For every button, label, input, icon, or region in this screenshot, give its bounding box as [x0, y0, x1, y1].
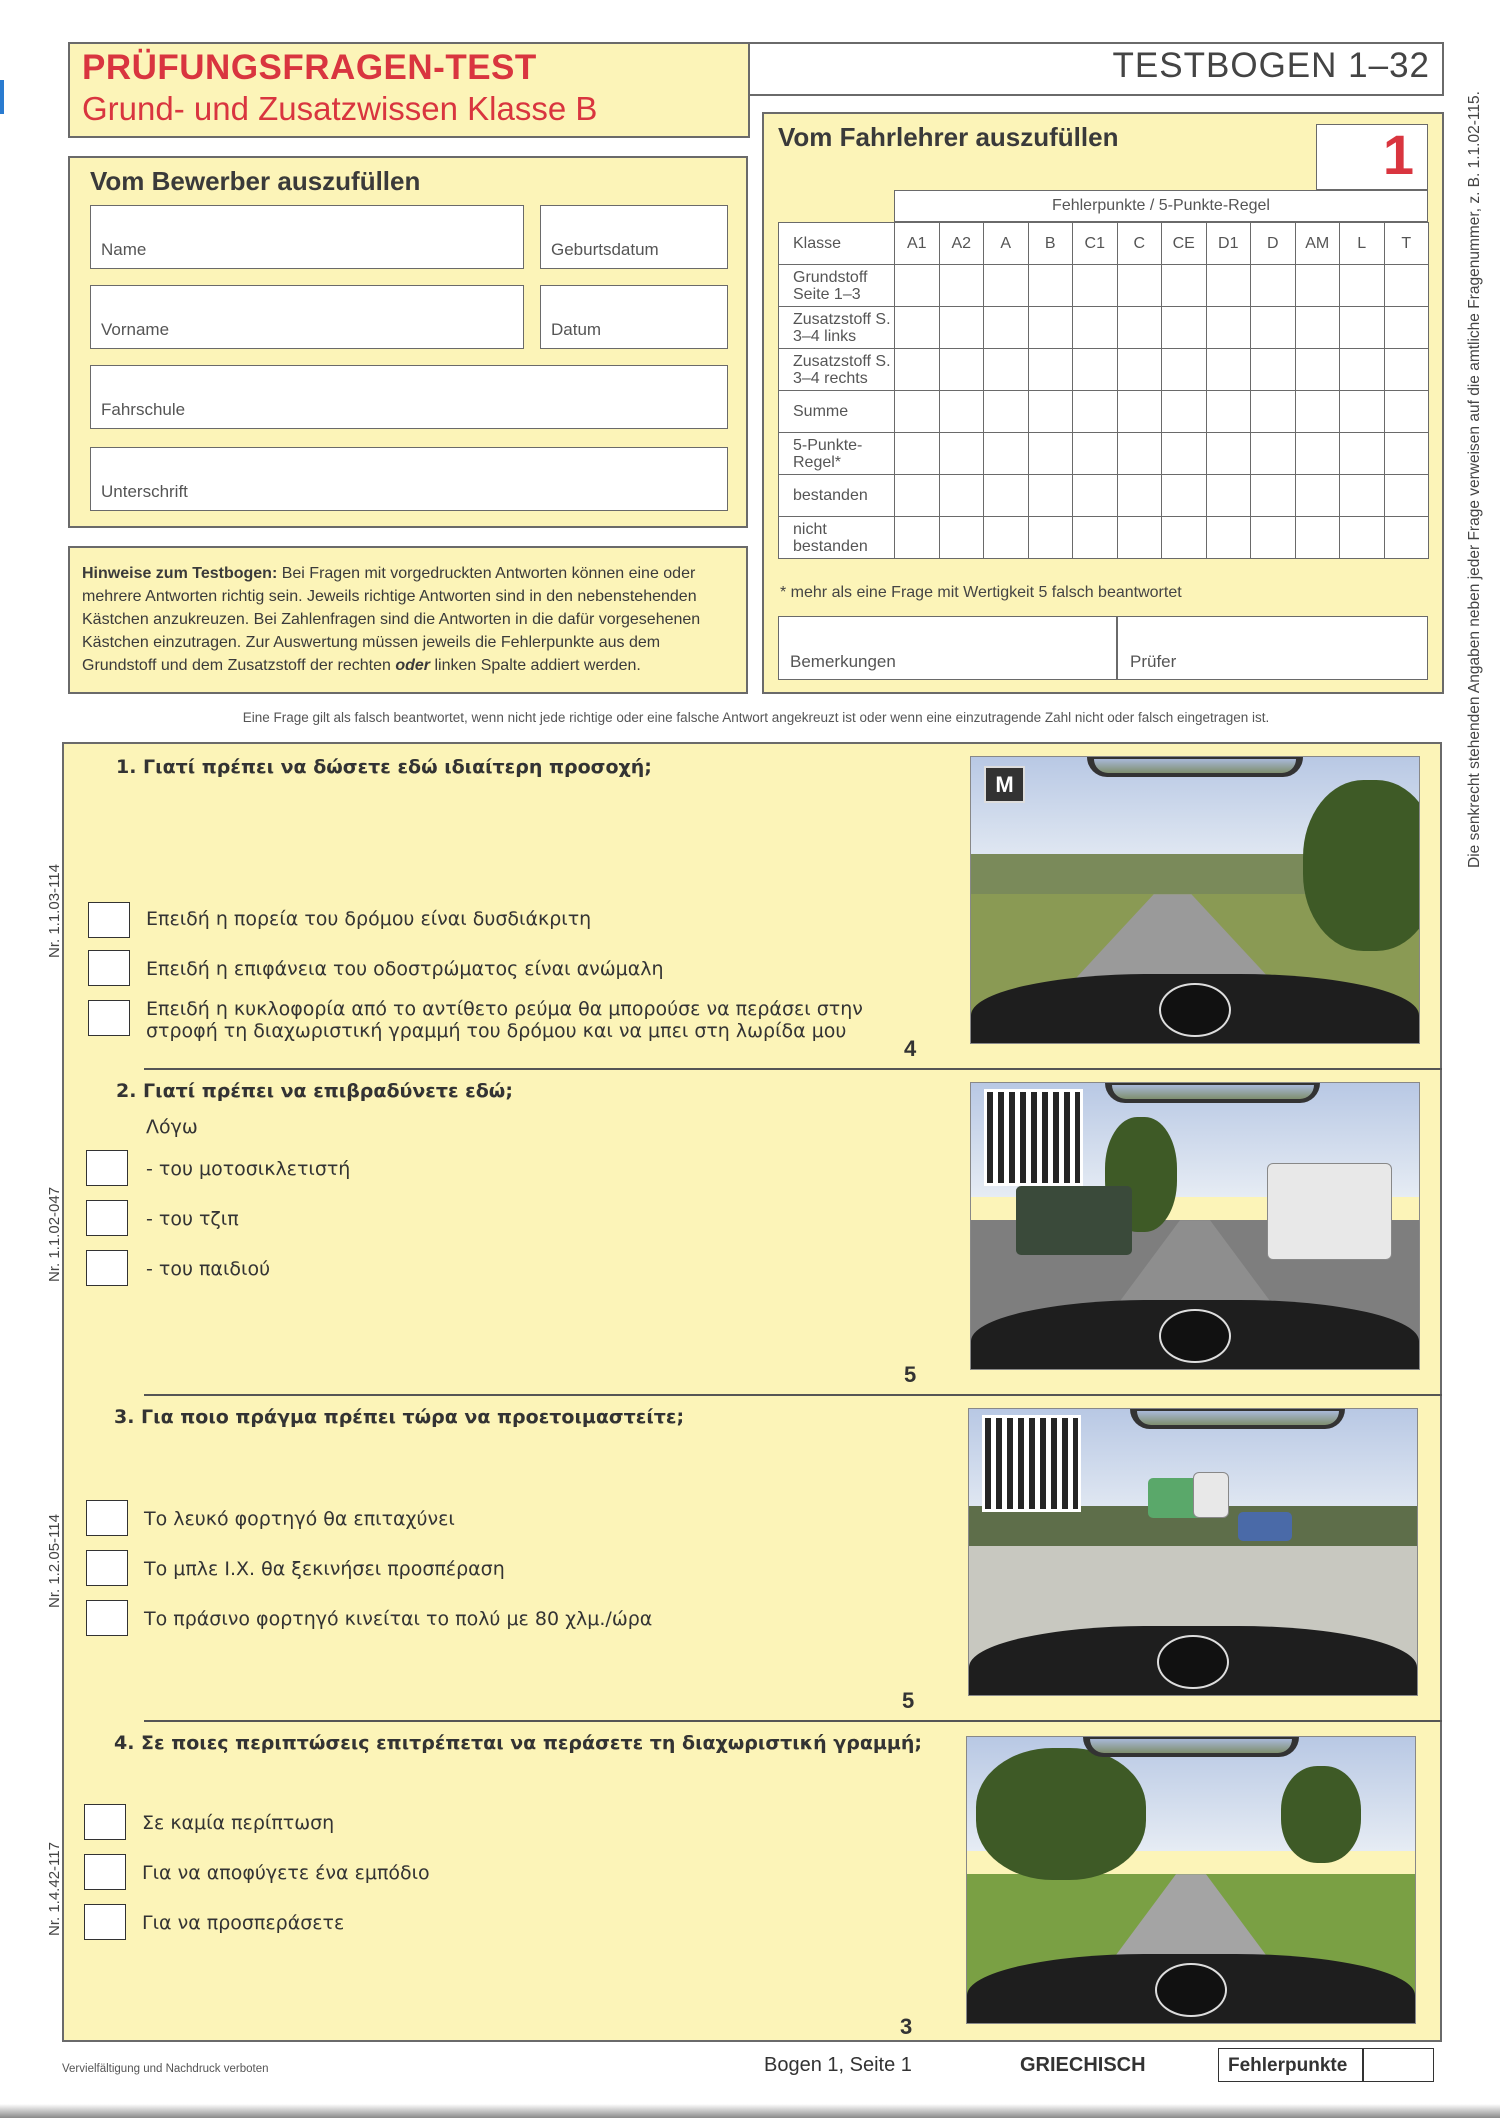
instructions-text-1: Bei Fragen mit vorgedruckten Antworten können eine oder mehrere Antworten richtig sein. Jeweils richtige Antworten sind in den nebenstehenden Kästchen anzukreuzen. Bei Zahlenfragen sind die Antworten in die dafür vorgesehenen Kästchen einzutragen. Zur Auswertung müssen jeweils die Fehlerpunkte aus dem Grundstoff und dem Zusatzstoff der rechten [82, 565, 701, 674]
question-2-checkbox-1[interactable] [86, 1150, 128, 1186]
motorcycle-badge: M [984, 766, 1024, 803]
examiner-label: Prüfer [1130, 652, 1177, 671]
instructions-label: Hinweise zum Testbogen: [82, 565, 278, 582]
question-3-answer-1: Το λευκό φορτηγό θα επιταχύνει [144, 1508, 455, 1530]
remarks-divider [1116, 616, 1118, 680]
table-row [779, 307, 1429, 349]
applicant-section-title: Vom Bewerber auszufüllen [90, 166, 421, 196]
table-row [779, 349, 1429, 391]
class-header: CE [1162, 223, 1207, 265]
row-label: 5-Punkte-Regel* [779, 433, 895, 475]
date-field[interactable] [540, 285, 728, 349]
error-points-divider [1362, 2048, 1364, 2082]
row-label: bestanden [779, 475, 895, 517]
name-field[interactable] [90, 205, 524, 269]
row-label: Zusatzstoff S. 3–4 links [779, 307, 895, 349]
question-4-checkbox-3[interactable] [84, 1904, 126, 1940]
header-rule [750, 42, 1444, 44]
question-1-answer-2: Επειδή η επιφάνεια του οδοστρώματος είναι ανώμαλη [146, 958, 664, 980]
table-row [779, 433, 1429, 475]
question-3-checkbox-1[interactable] [86, 1500, 128, 1536]
row-label: Zusatzstoff S. 3–4 rechts [779, 349, 895, 391]
question-4-image [966, 1736, 1416, 2024]
question-3-title: 3. Για ποιο πράγμα πρέπει τώρα να προετοιμαστείτε; [114, 1406, 685, 1428]
question-4-answer-2: Για να αποφύγετε ένα εμπόδιο [142, 1862, 430, 1884]
five-point-rule-note: * mehr als eine Frage mit Wertigkeit 5 falsch beantwortet [780, 584, 1182, 601]
question-2-checkbox-3[interactable] [86, 1250, 128, 1286]
question-3-answer-2: Το μπλε Ι.Χ. θα ξεκινήσει προσπέραση [144, 1558, 505, 1580]
qr-code-icon [982, 1415, 1081, 1512]
error-points-header: Fehlerpunkte / 5-Punkte-Regel [894, 190, 1428, 222]
question-4-points: 3 [900, 2014, 913, 2039]
name-label: Name [101, 240, 147, 259]
firstname-field[interactable] [90, 285, 524, 349]
class-header: C1 [1073, 223, 1118, 265]
remarks-label: Bemerkungen [790, 652, 896, 671]
question-3-number: Nr. 1.2.05-114 [46, 1514, 63, 1608]
edge-mark [0, 80, 4, 114]
question-1-image [970, 756, 1420, 1044]
row-label: nicht bestanden [779, 517, 895, 559]
question-2-points: 5 [904, 1362, 917, 1387]
row-label: Summe [779, 391, 895, 433]
class-header: A2 [939, 223, 984, 265]
question-3-points: 5 [902, 1688, 915, 1713]
firstname-label: Vorname [101, 320, 170, 339]
question-1-answer-1: Επειδή η πορεία του δρόμου είναι δυσδιάκριτη [146, 908, 592, 930]
table-row [779, 391, 1429, 433]
page-label: Bogen 1, Seite 1 [764, 2054, 912, 2076]
question-1-checkbox-2[interactable] [88, 950, 130, 986]
driving-school-field[interactable] [90, 365, 728, 429]
question-3-answer-3: Το πράσινο φορτηγό κινείται το πολύ με 80 χλμ./ώρα [144, 1608, 653, 1630]
instructions-box [68, 546, 748, 694]
question-2-answer-3: - του παιδιού [146, 1258, 271, 1280]
signature-label: Unterschrift [101, 482, 188, 501]
question-1-number: Nr. 1.1.03-114 [46, 864, 63, 958]
testbogen-label: TESTBOGEN 1–32 [1112, 46, 1430, 85]
question-4-title: 4. Σε ποιες περιπτώσεις επιτρέπεται να περάσετε τη διαχωριστική γραμμή; [114, 1732, 922, 1754]
question-3-checkbox-3[interactable] [86, 1600, 128, 1636]
birthdate-label: Geburtsdatum [551, 240, 659, 259]
class-header: B [1028, 223, 1073, 265]
scoring-rule-note: Eine Frage gilt als falsch beantwortet, wenn nicht jede richtige oder eine falsche Antwort angekreuzt ist oder wenn eine einzutragende Zahl nicht oder falsch eingetragen ist. [242, 710, 1270, 725]
question-4-answer-3: Για να προσπεράσετε [142, 1912, 345, 1934]
class-header: AM [1295, 223, 1340, 265]
class-label: Klasse [779, 223, 895, 265]
sheet-subtitle: Grund- und Zusatzwissen Klasse B [82, 90, 598, 127]
signature-field[interactable] [90, 447, 728, 511]
error-points-label: Fehlerpunkte [1228, 2055, 1348, 2076]
question-1-checkbox-1[interactable] [88, 902, 130, 938]
table-row [779, 475, 1429, 517]
question-3-checkbox-2[interactable] [86, 1550, 128, 1586]
question-1-title: 1. Γιατί πρέπει να δώσετε εδώ ιδιαίτερη προσοχή; [116, 756, 652, 778]
question-separator [144, 1068, 1442, 1070]
header-rule-lower [750, 94, 1444, 96]
table-row [779, 517, 1429, 559]
question-4-checkbox-1[interactable] [84, 1804, 126, 1840]
instructor-section-title: Vom Fahrlehrer auszufüllen [778, 122, 1119, 152]
question-2-checkbox-2[interactable] [86, 1200, 128, 1236]
class-header: A [984, 223, 1029, 265]
page-edge-shadow [0, 2104, 1500, 2118]
sheet-number: 1 [1382, 123, 1414, 186]
question-3-image [968, 1408, 1418, 1696]
copyright-note: Vervielfältigung und Nachdruck verboten [62, 2063, 269, 2075]
question-separator [144, 1394, 1442, 1396]
class-header: L [1340, 223, 1385, 265]
instructions-text-2: linken Spalte addiert werden. [430, 657, 641, 674]
question-2-title: 2. Γιατί πρέπει να επιβραδύνετε εδώ; [116, 1080, 513, 1102]
question-2-image [970, 1082, 1420, 1370]
sheet-title: PRÜFUNGSFRAGEN-TEST [82, 48, 537, 87]
driving-school-label: Fahrschule [101, 400, 186, 419]
question-2-number: Nr. 1.1.02-047 [46, 1186, 63, 1282]
vertical-reference-note: Die senkrecht stehenden Angaben neben jeder Frage verweisen auf die amtliche Fragenummer, z. B. 1.1.02-115. [1466, 91, 1483, 868]
question-2-answer-2: - του τζιπ [146, 1208, 239, 1230]
question-4-checkbox-2[interactable] [84, 1854, 126, 1890]
question-1-checkbox-3[interactable] [88, 1000, 130, 1036]
question-4-number: Nr. 1.4.42-117 [46, 1842, 63, 1936]
table-row [779, 265, 1429, 307]
question-separator [144, 1720, 1442, 1722]
header-rule-right [1442, 42, 1444, 94]
class-header: D1 [1206, 223, 1251, 265]
question-2-intro: Λόγω [146, 1116, 198, 1138]
language-label: GRIECHISCH [1020, 2054, 1146, 2076]
birthdate-field[interactable] [540, 205, 728, 269]
instructions-emphasis: oder [395, 657, 431, 674]
question-1-points: 4 [904, 1036, 917, 1061]
question-4-answer-1: Σε καμία περίπτωση [142, 1812, 335, 1834]
table-row [779, 223, 1429, 265]
class-header: D [1251, 223, 1296, 265]
class-header: A1 [895, 223, 940, 265]
question-1-answer-3: Επειδή η κυκλοφορία από το αντίθετο ρεύμα θα μπορούσε να περάσει στην στροφή τη διαχωριστική γραμμή του δρόμου και να μπει στη λωρίδα μου [146, 998, 863, 1042]
class-header: T [1384, 223, 1429, 265]
qr-code-icon [984, 1089, 1083, 1186]
question-2-answer-1: - του μοτοσικλετιστή [146, 1158, 351, 1180]
class-header: C [1117, 223, 1162, 265]
score-table [778, 222, 1429, 559]
row-label: Grundstoff Seite 1–3 [779, 265, 895, 307]
date-label: Datum [551, 320, 602, 339]
